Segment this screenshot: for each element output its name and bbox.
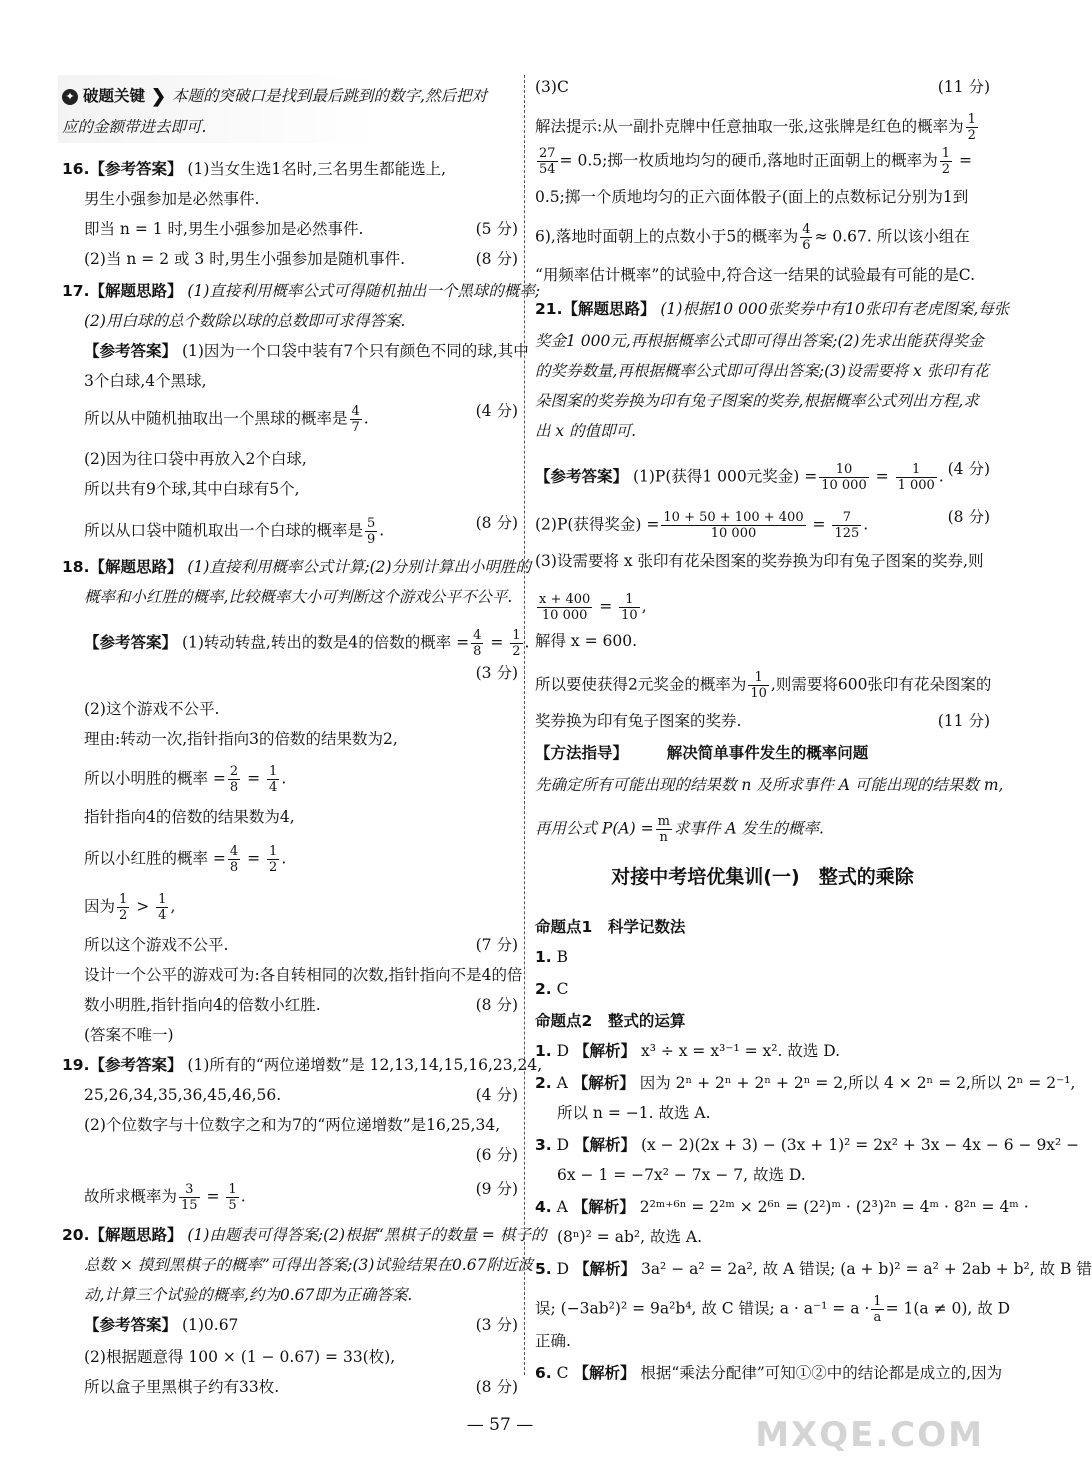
page-number: — 57 —	[466, 1415, 534, 1435]
tip-label: 破题关键	[82, 87, 145, 105]
tip-line-2: 应的金额带进去即可.	[62, 118, 207, 136]
section-title: 对接中考培优集训(一) 整式的乘除	[611, 866, 914, 888]
fraction: $\frac{4}{7}$	[351, 404, 360, 435]
score: (5 分)	[475, 220, 518, 238]
q16-line-1: 16.【参考答案】 (1)当女生选1名时,三名男生都能选上,	[62, 160, 447, 178]
q21-line-1: 21.【解题思路】 (1)根据10 000张奖券中有10张印有老虎图案,每张	[535, 300, 1010, 318]
score: (8 分)	[475, 250, 518, 268]
watermark: MXQE.COM	[755, 1415, 984, 1455]
q20-line-1: 20.【解题思路】 (1)由题表可得答案;(2)根据“黑棋子的数量 = 棋子的	[62, 1226, 547, 1244]
q17-line-1: 17.【解题思路】 (1)直接利用概率公式可得随机抽出一个黑球的概率;	[62, 282, 541, 300]
chevron-right-icon: ❯	[150, 86, 167, 107]
lightbulb-icon: ✦	[62, 89, 78, 105]
q19-line-1: 19.【参考答案】 (1)所有的“两位递增数”是 12,13,14,15,16,23,24,	[62, 1056, 543, 1074]
fraction: $\frac{5}{9}$	[367, 516, 376, 547]
q18-line-1: 18.【解题思路】 (1)直接利用概率公式计算;(2)分别计算出小明胜的	[62, 558, 532, 576]
tip-line-1: ✦ 破题关键 ❯ 本题的突破口是找到最后跳到的数字,然后把对	[62, 88, 518, 106]
column-divider	[524, 75, 525, 1375]
